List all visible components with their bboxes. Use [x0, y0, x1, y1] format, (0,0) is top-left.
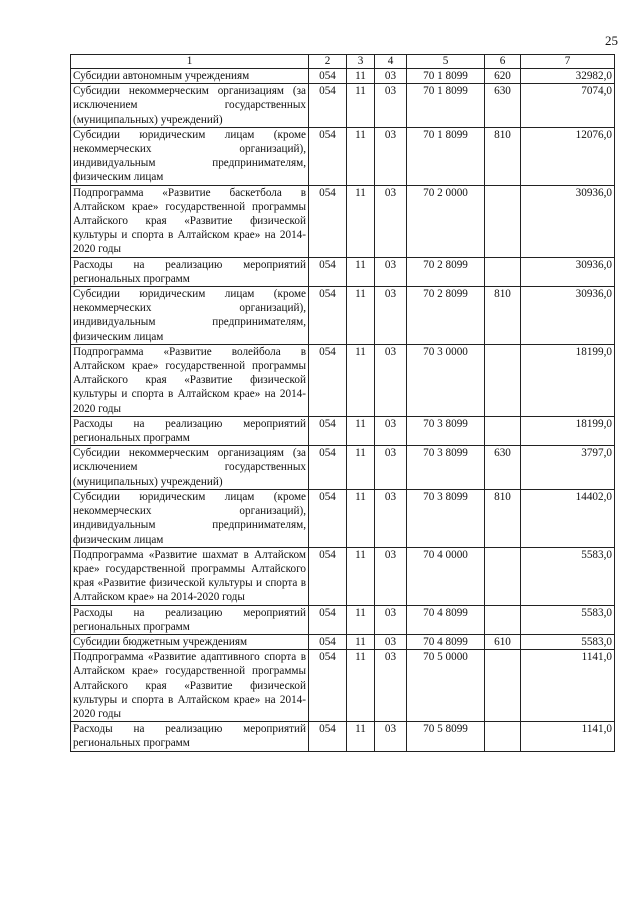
row-value-cell — [485, 547, 521, 605]
row-value-cell: 810 — [485, 489, 521, 547]
row-name-cell: Расходы на реализацию мероприятий региональных программ — [71, 605, 309, 634]
table-row — [71, 634, 615, 649]
row-value-cell: 70 4 8099 — [407, 634, 485, 649]
row-value-cell: 11 — [347, 127, 375, 185]
row-value-cell: 054 — [309, 69, 347, 84]
row-value-cell: 30936,0 — [521, 287, 615, 345]
row-value-cell: 03 — [375, 547, 407, 605]
table-row — [71, 69, 615, 84]
row-value-cell: 810 — [485, 127, 521, 185]
header-cell: 6 — [485, 55, 521, 69]
row-value-cell: 03 — [375, 257, 407, 286]
row-value-cell: 70 3 8099 — [407, 446, 485, 490]
header-cell: 4 — [375, 55, 407, 69]
row-value-cell: 11 — [347, 722, 375, 751]
row-value-cell — [485, 185, 521, 257]
row-name-cell: Субсидии автономным учреждениям — [71, 69, 309, 84]
row-value-cell: 054 — [309, 722, 347, 751]
row-value-cell: 11 — [347, 489, 375, 547]
row-value-cell: 18199,0 — [521, 416, 615, 445]
row-value-cell: 054 — [309, 416, 347, 445]
table-row — [71, 127, 615, 185]
row-value-cell: 3797,0 — [521, 446, 615, 490]
row-value-cell: 03 — [375, 344, 407, 416]
row-value-cell: 11 — [347, 69, 375, 84]
row-name-cell: Подпрограмма «Развитие адаптивного спорта в Алтайском крае» государственной программы Алтайского края «Развитие физической культуры и спорта в Алтайском крае» на 2014-2020 годы — [71, 650, 309, 722]
row-value-cell: 054 — [309, 489, 347, 547]
row-value-cell: 11 — [347, 84, 375, 128]
row-value-cell: 70 2 8099 — [407, 257, 485, 286]
table-row — [71, 489, 615, 547]
header-cell: 7 — [521, 55, 615, 69]
row-value-cell: 03 — [375, 416, 407, 445]
row-name-cell: Субсидии некоммерческим организациям (за исключением государственных (муниципальных) учреждений) — [71, 84, 309, 128]
header-row — [71, 55, 615, 69]
row-value-cell: 5583,0 — [521, 605, 615, 634]
row-value-cell: 630 — [485, 446, 521, 490]
row-value-cell — [485, 416, 521, 445]
row-value-cell: 03 — [375, 287, 407, 345]
row-value-cell — [485, 344, 521, 416]
row-value-cell: 1141,0 — [521, 722, 615, 751]
row-value-cell: 03 — [375, 489, 407, 547]
row-value-cell: 054 — [309, 287, 347, 345]
row-name-cell: Подпрограмма «Развитие волейбола в Алтайском крае» государственной программы Алтайского края «Развитие физической культуры и спорта в Алтайском крае» на 2014-2020 годы — [71, 344, 309, 416]
table-row — [71, 257, 615, 286]
row-value-cell: 70 2 0000 — [407, 185, 485, 257]
row-name-cell: Субсидии юридическим лицам (кроме некоммерческих организаций), индивидуальным предпринимателям, физическим лицам — [71, 127, 309, 185]
header-cell: 1 — [71, 55, 309, 69]
row-value-cell: 11 — [347, 446, 375, 490]
row-value-cell: 11 — [347, 185, 375, 257]
row-value-cell: 810 — [485, 287, 521, 345]
row-value-cell: 70 5 8099 — [407, 722, 485, 751]
row-value-cell: 1141,0 — [521, 650, 615, 722]
row-name-cell: Подпрограмма «Развитие шахмат в Алтайском крае» государственной программы Алтайского края «Развитие физической культуры и спорта в Алтайском крае» на 2014-2020 годы — [71, 547, 309, 605]
table-body — [71, 69, 615, 752]
row-value-cell: 11 — [347, 605, 375, 634]
row-value-cell: 11 — [347, 257, 375, 286]
row-value-cell: 03 — [375, 69, 407, 84]
row-value-cell: 054 — [309, 650, 347, 722]
row-value-cell: 11 — [347, 650, 375, 722]
table-row — [71, 547, 615, 605]
row-name-cell: Подпрограмма «Развитие баскетбола в Алтайском крае» государственной программы Алтайского края «Развитие физической культуры и спорта в Алтайском крае» на 2014-2020 годы — [71, 185, 309, 257]
row-name-cell: Расходы на реализацию мероприятий региональных программ — [71, 722, 309, 751]
row-value-cell: 03 — [375, 127, 407, 185]
row-value-cell — [485, 605, 521, 634]
row-value-cell: 054 — [309, 185, 347, 257]
header-cell: 2 — [309, 55, 347, 69]
row-value-cell — [485, 257, 521, 286]
row-value-cell: 11 — [347, 416, 375, 445]
row-name-cell: Субсидии юридическим лицам (кроме некоммерческих организаций), индивидуальным предпринимателям, физическим лицам — [71, 489, 309, 547]
table-row — [71, 446, 615, 490]
row-name-cell: Субсидии бюджетным учреждениям — [71, 634, 309, 649]
table-row — [71, 84, 615, 128]
row-value-cell: 03 — [375, 722, 407, 751]
row-value-cell: 03 — [375, 634, 407, 649]
row-value-cell: 054 — [309, 446, 347, 490]
table-row — [71, 185, 615, 257]
row-value-cell: 610 — [485, 634, 521, 649]
row-value-cell: 18199,0 — [521, 344, 615, 416]
table-row — [71, 416, 615, 445]
row-value-cell: 5583,0 — [521, 547, 615, 605]
row-value-cell: 7074,0 — [521, 84, 615, 128]
table-row — [71, 650, 615, 722]
row-value-cell: 054 — [309, 127, 347, 185]
row-value-cell: 03 — [375, 446, 407, 490]
row-value-cell: 12076,0 — [521, 127, 615, 185]
table-row — [71, 287, 615, 345]
row-value-cell: 5583,0 — [521, 634, 615, 649]
row-value-cell: 70 5 0000 — [407, 650, 485, 722]
header-cell: 5 — [407, 55, 485, 69]
row-value-cell: 30936,0 — [521, 257, 615, 286]
budget-table — [70, 54, 615, 752]
row-value-cell: 054 — [309, 634, 347, 649]
row-value-cell: 054 — [309, 84, 347, 128]
row-value-cell: 620 — [485, 69, 521, 84]
row-value-cell: 03 — [375, 185, 407, 257]
row-value-cell: 054 — [309, 547, 347, 605]
row-value-cell: 70 4 0000 — [407, 547, 485, 605]
row-value-cell: 32982,0 — [521, 69, 615, 84]
table-row — [71, 344, 615, 416]
row-value-cell: 11 — [347, 287, 375, 345]
row-value-cell: 30936,0 — [521, 185, 615, 257]
table-row — [71, 722, 615, 751]
row-value-cell: 70 1 8099 — [407, 84, 485, 128]
table-row — [71, 605, 615, 634]
row-value-cell: 03 — [375, 650, 407, 722]
row-value-cell: 14402,0 — [521, 489, 615, 547]
row-value-cell: 70 4 8099 — [407, 605, 485, 634]
row-value-cell: 70 2 8099 — [407, 287, 485, 345]
row-value-cell: 054 — [309, 344, 347, 416]
row-value-cell: 03 — [375, 84, 407, 128]
row-value-cell: 70 1 8099 — [407, 127, 485, 185]
row-name-cell: Расходы на реализацию мероприятий региональных программ — [71, 257, 309, 286]
row-value-cell: 054 — [309, 605, 347, 634]
row-value-cell: 11 — [347, 634, 375, 649]
row-name-cell: Субсидии юридическим лицам (кроме некоммерческих организаций), индивидуальным предпринимателям, физическим лицам — [71, 287, 309, 345]
row-value-cell: 03 — [375, 605, 407, 634]
row-value-cell: 054 — [309, 257, 347, 286]
row-value-cell: 11 — [347, 344, 375, 416]
row-value-cell — [485, 650, 521, 722]
row-name-cell: Субсидии некоммерческим организациям (за исключением государственных (муниципальных) учреждений) — [71, 446, 309, 490]
row-value-cell: 70 3 8099 — [407, 489, 485, 547]
page-number: 25 — [605, 33, 618, 48]
row-value-cell: 70 1 8099 — [407, 69, 485, 84]
row-value-cell: 630 — [485, 84, 521, 128]
row-value-cell — [485, 722, 521, 751]
row-name-cell: Расходы на реализацию мероприятий региональных программ — [71, 416, 309, 445]
row-value-cell: 70 3 0000 — [407, 344, 485, 416]
row-value-cell: 11 — [347, 547, 375, 605]
row-value-cell: 70 3 8099 — [407, 416, 485, 445]
header-cell: 3 — [347, 55, 375, 69]
